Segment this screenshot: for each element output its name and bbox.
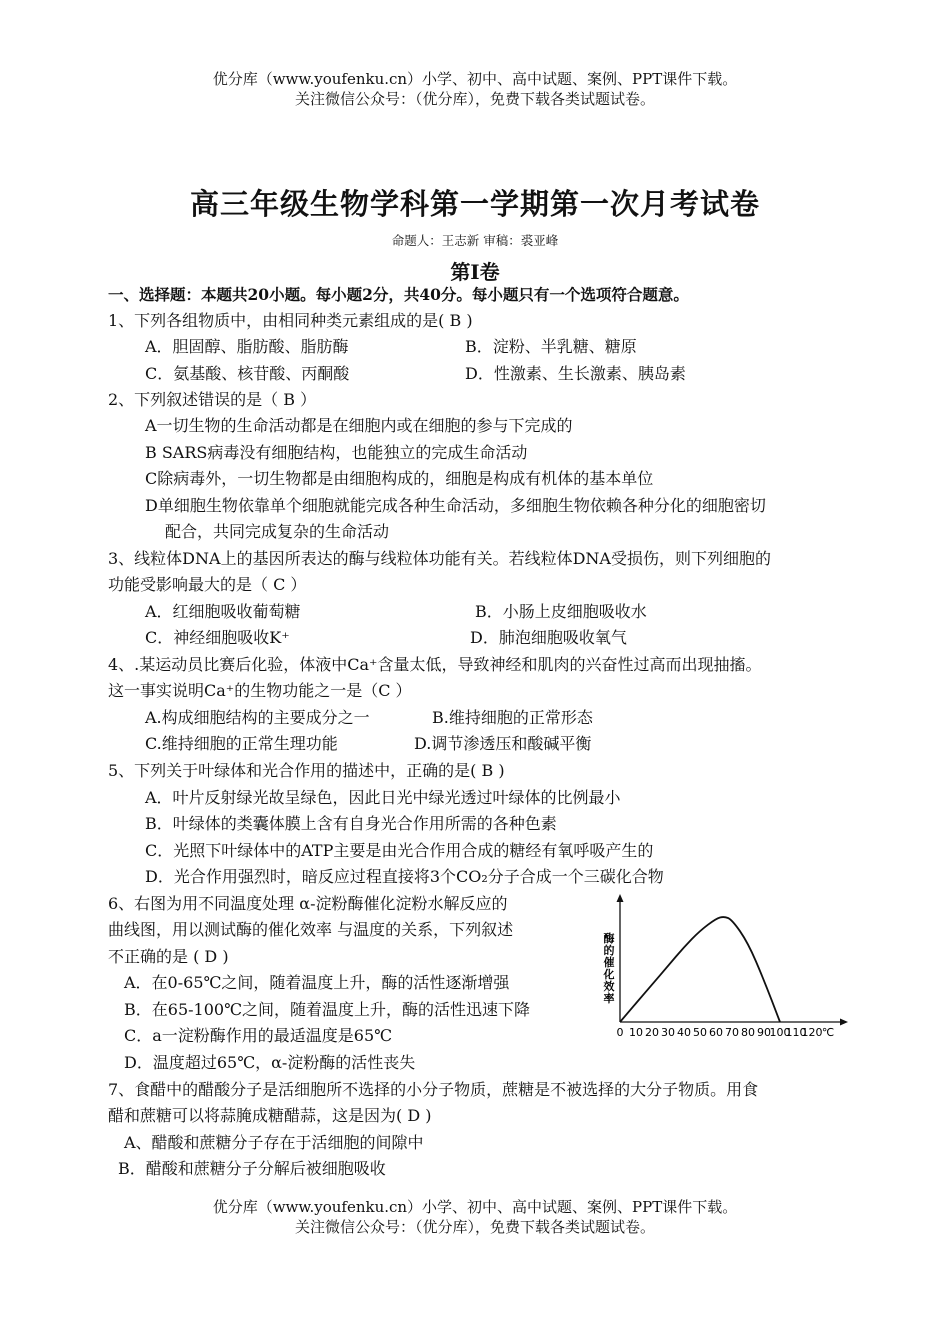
q1-option-a: A．胆固醇、脂肪酸、脂肪酶	[145, 337, 349, 356]
activity-curve	[620, 917, 780, 1022]
q4-option-b: B.维持细胞的正常形态	[432, 708, 593, 727]
section-heading: 一、选择题：本题共20小题。每小题2分，共40分。每小题只有一个选项符合题意。	[108, 285, 689, 304]
q7-option-a: A、醋酸和蔗糖分子存在于活细胞的间隙中	[124, 1133, 424, 1152]
x-tick-label: 110	[785, 1026, 807, 1039]
q6-option-a: A．在0-65℃之间，随着温度上升，酶的活性逐渐增强	[124, 973, 510, 992]
q6-option-b: B．在65-100℃之间，随着温度上升，酶的活性迅速下降	[124, 1000, 530, 1019]
q6-stem-line1: 6、右图为用不同温度处理 α-淀粉酶催化淀粉水解反应的	[108, 894, 508, 913]
q3-stem-line1: 3、线粒体DNA上的基因所表达的酶与线粒体功能有关。若线粒体DNA受损伤，则下列细胞的	[108, 549, 771, 568]
x-tick-label: 30	[661, 1026, 675, 1039]
enzyme-activity-chart	[598, 892, 848, 1042]
q2-option-d-line2: 配合，共同完成复杂的生命活动	[165, 522, 390, 541]
q3-option-b: B．小肠上皮细胞吸收水	[475, 602, 647, 621]
y-axis-label	[603, 931, 615, 1005]
y-axis-label-char: 酶	[603, 932, 615, 945]
q3-option-a: A．红细胞吸收葡萄糖	[145, 602, 301, 621]
q1-stem: 1、下列各组物质中，由相同种类元素组成的是( B )	[108, 311, 473, 330]
q4-stem-line1: 4、.某运动员比赛后化验，体液中Ca⁺含量太低，导致神经和肌肉的兴奋性过高而出现抽搐。	[108, 655, 762, 674]
y-axis-label-char: 率	[603, 992, 615, 1005]
q5-option-a: A．叶片反射绿光故呈绿色，因此日光中绿光透过叶绿体的比例最小	[145, 788, 621, 807]
x-tick-label: ℃	[821, 1026, 835, 1039]
q7-option-b: B．醋酸和蔗糖分子分解后被细胞吸收	[118, 1159, 386, 1178]
footer-line-1: 优分库（www.youfenku.cn）小学、初中、高中试题、案例、PPT课件下载。	[212, 1198, 738, 1216]
q6-option-c: C．a一淀粉酶作用的最适温度是65℃	[124, 1026, 393, 1045]
footer-line-2: 关注微信公众号：（优分库），免费下载各类试题试卷。	[294, 1218, 655, 1236]
header-line-2: 关注微信公众号：（优分库），免费下载各类试题试卷。	[294, 90, 655, 108]
y-axis-label-char: 催	[603, 956, 615, 969]
q5-option-d: D．光合作用强烈时，暗反应过程直接将3个CO₂分子合成一个三碳化合物	[145, 867, 664, 886]
y-axis-label-char: 的	[603, 944, 615, 957]
q3-option-d: D．肺泡细胞吸收氧气	[470, 628, 627, 647]
volume-heading: 第I卷	[450, 260, 500, 284]
q7-stem-line1: 7、食醋中的醋酸分子是活细胞所不选择的小分子物质，蔗糖是不被选择的大分子物质。用食	[108, 1080, 759, 1099]
q5-option-b: B．叶绿体的类囊体膜上含有自身光合作用所需的各种色素	[145, 814, 557, 833]
y-axis-label-char: 效	[603, 980, 615, 993]
x-tick-label: 40	[677, 1026, 691, 1039]
q2-option-b: B SARS病毒没有细胞结构，也能独立的完成生命活动	[145, 443, 528, 462]
y-axis-arrow	[617, 894, 624, 902]
q4-stem-line2: 这一事实说明Ca⁺的生物功能之一是（C ）	[108, 681, 412, 700]
x-tick-label: 70	[725, 1026, 739, 1039]
x-tick-label: 80	[741, 1026, 755, 1039]
q6-option-d: D．温度超过65℃，α-淀粉酶的活性丧失	[124, 1053, 416, 1072]
q6-stem-line3: 不正确的是 ( D )	[108, 947, 229, 966]
q2-option-a: A一切生物的生命活动都是在细胞内或在细胞的参与下完成的	[145, 416, 573, 435]
q2-option-d-line1: D单细胞生物依靠单个细胞就能完成各种生命活动，多细胞生物依赖各种分化的细胞密切	[145, 496, 766, 515]
q6-stem-line2: 曲线图，用以测试酶的催化效率 与温度的关系，下列叙述	[108, 920, 514, 939]
header-line-1: 优分库（www.youfenku.cn）小学、初中、高中试题、案例、PPT课件下载。	[212, 70, 738, 88]
q2-stem: 2、下列叙述错误的是（ B ）	[108, 390, 317, 409]
y-axis-label-char: 化	[603, 968, 615, 981]
q3-stem-line2: 功能受影响最大的是（ C ）	[108, 575, 307, 594]
q1-option-b: B．淀粉、半乳糖、糖原	[465, 337, 637, 356]
q2-option-c: C除病毒外，一切生物都是由细胞构成的，细胞是构成有机体的基本单位	[145, 469, 654, 488]
x-axis-arrow	[840, 1019, 848, 1026]
x-tick-label: 10	[629, 1026, 643, 1039]
x-tick-label: 50	[693, 1026, 707, 1039]
x-tick-label: 0	[616, 1026, 624, 1039]
q4-option-c: C.维持细胞的正常生理功能	[145, 734, 338, 753]
q1-option-d: D．性激素、生长激素、胰岛素	[465, 364, 686, 383]
q1-option-c: C．氨基酸、核苷酸、丙酮酸	[145, 364, 350, 383]
q5-stem: 5、下列关于叶绿体和光合作用的描述中，正确的是( B )	[108, 761, 505, 780]
page-title: 高三年级生物学科第一学期第一次月考试卷	[189, 187, 760, 221]
q3-option-c: C．神经细胞吸收K⁺	[145, 628, 290, 647]
x-tick-label: 20	[645, 1026, 659, 1039]
q4-option-d: D.调节渗透压和酸碱平衡	[414, 734, 592, 753]
q7-stem-line2: 醋和蔗糖可以将蒜腌成糖醋蒜，这是因为( D )	[108, 1106, 432, 1125]
q4-option-a: A.构成细胞结构的主要成分之一	[145, 708, 370, 727]
x-tick-labels	[617, 1026, 835, 1039]
authors-line: 命题人：王志新 审稿：裘亚峰	[391, 233, 559, 248]
x-tick-label: 100	[769, 1026, 791, 1039]
x-tick-label: 60	[709, 1026, 723, 1039]
q5-option-c: C．光照下叶绿体中的ATP主要是由光合作用合成的糖经有氧呼吸产生的	[145, 841, 654, 860]
x-tick-label: 120	[801, 1026, 823, 1039]
x-tick-label: 90	[757, 1026, 771, 1039]
